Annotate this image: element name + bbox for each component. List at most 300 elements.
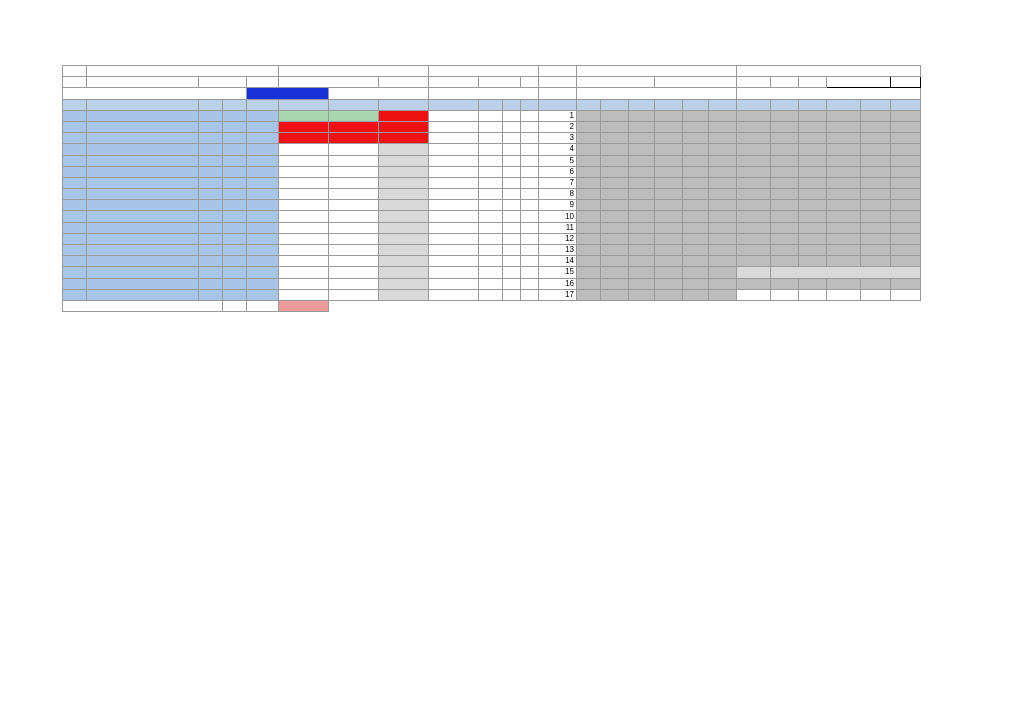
- mip: [521, 267, 539, 278]
- shots-overtime: [379, 233, 429, 244]
- shots-period-1: [279, 233, 329, 244]
- goal-cell: [655, 133, 683, 144]
- penalty-empty: [891, 177, 921, 188]
- shots-period-1: [279, 222, 329, 233]
- goal-empty: [683, 256, 709, 267]
- assists: [503, 110, 521, 121]
- summary-team-name: [771, 267, 921, 278]
- player-position: [199, 289, 223, 300]
- penalty-empty: [827, 155, 861, 166]
- goal-empty: [629, 289, 655, 300]
- player-position: [199, 278, 223, 289]
- shots-overtime: [379, 211, 429, 222]
- goal-empty: [577, 233, 601, 244]
- penalty-empty: [737, 144, 771, 155]
- shots-overtime: [379, 200, 429, 211]
- column-header: [503, 99, 521, 110]
- penalty-empty: [799, 233, 827, 244]
- assists: [503, 121, 521, 132]
- goal-cell: [629, 110, 655, 121]
- mip: [521, 289, 539, 300]
- penalty-empty: [827, 200, 861, 211]
- shots-overtime: [379, 144, 429, 155]
- goal-cell: [577, 110, 601, 121]
- goal-empty: [629, 211, 655, 222]
- penalty-empty: [861, 189, 891, 200]
- assists: [503, 166, 521, 177]
- player-played: [247, 233, 279, 244]
- goles-value: [861, 289, 891, 300]
- goal-empty: [655, 211, 683, 222]
- goals-gr: [479, 222, 503, 233]
- assists: [503, 133, 521, 144]
- shots-overtime: [379, 256, 429, 267]
- penalty-empty: [861, 155, 891, 166]
- penalty-empty: [891, 133, 921, 144]
- player-position: [199, 233, 223, 244]
- player-number: [63, 211, 87, 222]
- start-time: [539, 77, 577, 88]
- goal-empty: [709, 245, 737, 256]
- goal-cell: [655, 121, 683, 132]
- penalty-empty: [827, 121, 861, 132]
- mip: [521, 121, 539, 132]
- player-name: [87, 121, 199, 132]
- column-header: [827, 99, 861, 110]
- goal-index: 3: [539, 133, 577, 144]
- goal-index: 8: [539, 189, 577, 200]
- player-number: [63, 166, 87, 177]
- goal-empty: [683, 233, 709, 244]
- player-number: [63, 222, 87, 233]
- penalty-empty: [737, 222, 771, 233]
- penalty-empty: [737, 211, 771, 222]
- goal-cell: [629, 133, 655, 144]
- player-name: [87, 267, 199, 278]
- player-played: [247, 177, 279, 188]
- goal-cell: [629, 144, 655, 155]
- goal-empty: [577, 267, 601, 278]
- player-position: [199, 166, 223, 177]
- start-label: [521, 77, 539, 88]
- penalty-empty: [861, 222, 891, 233]
- goal-empty: [683, 189, 709, 200]
- penalty-cell: [771, 110, 799, 121]
- shots-overtime: [379, 177, 429, 188]
- shots-period-2: [329, 121, 379, 132]
- shots-period-2: [329, 110, 379, 121]
- shots-overtime: [379, 121, 429, 132]
- goal-index: 13: [539, 245, 577, 256]
- penalties-label: [737, 88, 921, 99]
- penalty-empty: [771, 256, 799, 267]
- penalty-empty: [861, 256, 891, 267]
- goal-empty: [709, 289, 737, 300]
- spacer: [737, 77, 771, 88]
- mip: [521, 233, 539, 244]
- shots-period-1: [279, 289, 329, 300]
- player-name: [87, 110, 199, 121]
- goal-empty: [629, 200, 655, 211]
- shots-period-1: [279, 133, 329, 144]
- shots-period-1: [279, 189, 329, 200]
- ov-label: [827, 278, 861, 289]
- penalty-empty: [799, 121, 827, 132]
- shots-on-goal: [429, 211, 479, 222]
- player-name: [87, 289, 199, 300]
- goals-gr: [479, 233, 503, 244]
- goals-gr: [479, 267, 503, 278]
- shots-period-2: [329, 177, 379, 188]
- goals-gr: [479, 200, 503, 211]
- penalty-empty: [771, 133, 799, 144]
- column-header: [577, 99, 601, 110]
- totales-row-label: [247, 300, 279, 311]
- penalty-empty: [737, 189, 771, 200]
- date-value: [429, 77, 479, 88]
- shots-period-2: [329, 233, 379, 244]
- goal-cell: [683, 133, 709, 144]
- penalty-empty: [771, 144, 799, 155]
- shots-period-2: [329, 211, 379, 222]
- goal-empty: [601, 200, 629, 211]
- player-jersey: [223, 222, 247, 233]
- shots-overtime: [379, 133, 429, 144]
- spacer: [577, 66, 737, 77]
- penalty-empty: [737, 155, 771, 166]
- column-header: [63, 99, 87, 110]
- player-name: [87, 200, 199, 211]
- federation-name: [737, 66, 921, 77]
- goals-gr: [479, 177, 503, 188]
- assists: [503, 256, 521, 267]
- goal-cell: [709, 144, 737, 155]
- goal-empty: [601, 256, 629, 267]
- goal-empty: [629, 189, 655, 200]
- column-header: [429, 99, 479, 110]
- spacer: [737, 289, 771, 300]
- goal-empty: [683, 166, 709, 177]
- player-played: [247, 211, 279, 222]
- totales-label: [429, 88, 539, 99]
- player-number: [63, 155, 87, 166]
- goal-empty: [629, 233, 655, 244]
- column-header: [683, 99, 709, 110]
- dash: [861, 278, 891, 289]
- goal-empty: [601, 177, 629, 188]
- penalty-empty: [827, 256, 861, 267]
- mip: [521, 110, 539, 121]
- penalty-empty: [799, 133, 827, 144]
- penalty-empty: [737, 256, 771, 267]
- player-position: [199, 189, 223, 200]
- penalty-empty: [861, 233, 891, 244]
- shots-overtime: [379, 289, 429, 300]
- assists: [503, 155, 521, 166]
- goal-empty: [629, 166, 655, 177]
- shots-on-goal: [429, 166, 479, 177]
- league-name: [279, 66, 429, 77]
- game-number: [799, 77, 827, 88]
- penalty-empty: [771, 200, 799, 211]
- player-name: [87, 166, 199, 177]
- shots-on-goal: [429, 144, 479, 155]
- goal-index: 15: [539, 267, 577, 278]
- penalty-empty: [827, 177, 861, 188]
- shots-on-goal: [429, 189, 479, 200]
- column-header: [87, 99, 199, 110]
- mip: [521, 222, 539, 233]
- column-header: [379, 99, 429, 110]
- goal-empty: [683, 222, 709, 233]
- goal-cell: [577, 133, 601, 144]
- goal-empty: [629, 245, 655, 256]
- player-played: [247, 189, 279, 200]
- goal-empty: [629, 177, 655, 188]
- column-header: [771, 99, 799, 110]
- player-played: [247, 166, 279, 177]
- mip: [521, 166, 539, 177]
- event-label: [63, 77, 87, 88]
- column-header: [799, 99, 827, 110]
- player-played: [247, 155, 279, 166]
- column-header: [279, 99, 329, 110]
- shots-period-1: [279, 278, 329, 289]
- home-team-name: [247, 88, 329, 99]
- player-played: [247, 144, 279, 155]
- goal-cell: [709, 133, 737, 144]
- venue-value: [279, 77, 379, 88]
- player-number: [63, 267, 87, 278]
- goal-empty: [655, 177, 683, 188]
- player-jersey: [223, 177, 247, 188]
- goal-empty: [629, 222, 655, 233]
- goal-cell: [577, 144, 601, 155]
- assists: [503, 267, 521, 278]
- player-position: [199, 155, 223, 166]
- shots-period-1: [279, 110, 329, 121]
- goal-cell: [683, 121, 709, 132]
- shots-period-2: [329, 133, 379, 144]
- shots-on-goal: [429, 155, 479, 166]
- date-label: [379, 77, 429, 88]
- shots-period-2: [329, 289, 379, 300]
- assists: [503, 222, 521, 233]
- penalty-cell: [737, 110, 771, 121]
- goal-cell: [709, 155, 737, 166]
- shots-on-goal: [429, 133, 479, 144]
- shoots-label: [329, 88, 429, 99]
- shots-on-goal: [429, 256, 479, 267]
- penalty-empty: [771, 155, 799, 166]
- goal-cell: [709, 110, 737, 121]
- shots-period-1: [279, 177, 329, 188]
- per2-label: [799, 278, 827, 289]
- penalty-empty: [799, 177, 827, 188]
- mip: [521, 177, 539, 188]
- player-played: [247, 256, 279, 267]
- goal-index: 1: [539, 110, 577, 121]
- column-header: [629, 99, 655, 110]
- goal-cell: [601, 133, 629, 144]
- totles-label: [737, 267, 771, 278]
- column-header: [861, 99, 891, 110]
- penalty-empty: [891, 121, 921, 132]
- penalty-empty: [891, 144, 921, 155]
- goal-empty: [709, 256, 737, 267]
- penalty-empty: [799, 189, 827, 200]
- penalty-empty: [799, 166, 827, 177]
- player-name: [87, 245, 199, 256]
- shots-period-1: [279, 144, 329, 155]
- player-position: [199, 121, 223, 132]
- shots-period-2: [329, 256, 379, 267]
- penalty-empty: [737, 245, 771, 256]
- goal-empty: [655, 166, 683, 177]
- goals-gr: [479, 121, 503, 132]
- shots-period-2: [329, 166, 379, 177]
- spacer: [223, 300, 247, 311]
- player-name: [87, 211, 199, 222]
- goal-cell: [601, 155, 629, 166]
- goals-gr: [479, 211, 503, 222]
- time-out-label: [63, 300, 223, 311]
- assists: [503, 144, 521, 155]
- mip: [521, 256, 539, 267]
- player-name: [87, 222, 199, 233]
- goal-empty: [709, 211, 737, 222]
- game-code-label: [827, 77, 891, 88]
- penalty-empty: [861, 177, 891, 188]
- column-header: [891, 99, 921, 110]
- goal-empty: [577, 177, 601, 188]
- penalty-empty: [891, 245, 921, 256]
- goals-gr: [479, 189, 503, 200]
- player-played: [247, 245, 279, 256]
- penalty-empty: [737, 200, 771, 211]
- shots-period-1: [279, 166, 329, 177]
- penalty-empty: [861, 245, 891, 256]
- goal-empty: [683, 211, 709, 222]
- shots-on-goal: [429, 278, 479, 289]
- shots-period-1: [279, 121, 329, 132]
- shots-period-1: [279, 211, 329, 222]
- goal-empty: [601, 267, 629, 278]
- player-number: [63, 278, 87, 289]
- goal-index: 5: [539, 155, 577, 166]
- shots-overtime: [379, 155, 429, 166]
- player-jersey: [223, 233, 247, 244]
- penalty-empty: [891, 189, 921, 200]
- shots-on-goal: [429, 177, 479, 188]
- goal-empty: [709, 233, 737, 244]
- player-jersey: [223, 200, 247, 211]
- goal-cell: [683, 110, 709, 121]
- goal-empty: [709, 189, 737, 200]
- player-number: [63, 289, 87, 300]
- player-number: [63, 110, 87, 121]
- shots-overtime: [379, 222, 429, 233]
- penalty-empty: [737, 177, 771, 188]
- goals-gr: [479, 278, 503, 289]
- penalty-empty: [771, 233, 799, 244]
- goals-gr: [479, 245, 503, 256]
- column-header: [199, 99, 223, 110]
- assists: [503, 278, 521, 289]
- spacer: [539, 88, 577, 99]
- shots-period-1: [279, 245, 329, 256]
- shots-period-2: [329, 155, 379, 166]
- player-jersey: [223, 189, 247, 200]
- player-position: [199, 267, 223, 278]
- penalty-empty: [861, 166, 891, 177]
- shots-period-2: [329, 267, 379, 278]
- assists: [503, 200, 521, 211]
- goal-empty: [709, 177, 737, 188]
- shots-period-1: [279, 155, 329, 166]
- player-number: [63, 256, 87, 267]
- goal-index: 12: [539, 233, 577, 244]
- goals-gr: [479, 289, 503, 300]
- game-sheet-table: [62, 65, 921, 312]
- penalty-empty: [861, 133, 891, 144]
- goal-empty: [577, 166, 601, 177]
- mip: [521, 155, 539, 166]
- player-name: [87, 144, 199, 155]
- goles-label: [737, 278, 771, 289]
- goal-empty: [577, 211, 601, 222]
- assists: [503, 211, 521, 222]
- player-position: [199, 200, 223, 211]
- goal-empty: [601, 278, 629, 289]
- penalty-empty: [827, 245, 861, 256]
- player-jersey: [223, 267, 247, 278]
- penalty-empty: [799, 256, 827, 267]
- goal-cell: [655, 155, 683, 166]
- penalty-empty: [771, 121, 799, 132]
- assists: [503, 233, 521, 244]
- goal-empty: [683, 177, 709, 188]
- goals-gr: [479, 133, 503, 144]
- goal-empty: [601, 166, 629, 177]
- goal-index: 17: [539, 289, 577, 300]
- goal-empty: [709, 166, 737, 177]
- player-jersey: [223, 278, 247, 289]
- penalty-empty: [891, 200, 921, 211]
- player-number: [63, 233, 87, 244]
- goal-empty: [683, 267, 709, 278]
- goal-cell: [655, 144, 683, 155]
- player-number: [63, 245, 87, 256]
- shots-overtime: [379, 110, 429, 121]
- goal-empty: [629, 278, 655, 289]
- goal-empty: [709, 278, 737, 289]
- player-position: [199, 211, 223, 222]
- shots-period-2: [329, 278, 379, 289]
- goal-cell: [601, 110, 629, 121]
- penalty-empty: [891, 155, 921, 166]
- player-name: [87, 256, 199, 267]
- player-name: [87, 189, 199, 200]
- penalty-empty: [771, 211, 799, 222]
- shots-on-goal: [429, 222, 479, 233]
- shots-period-2: [329, 245, 379, 256]
- goal-empty: [577, 256, 601, 267]
- per1-label: [771, 278, 799, 289]
- goal-empty: [629, 256, 655, 267]
- player-played: [247, 278, 279, 289]
- column-header: [539, 99, 577, 110]
